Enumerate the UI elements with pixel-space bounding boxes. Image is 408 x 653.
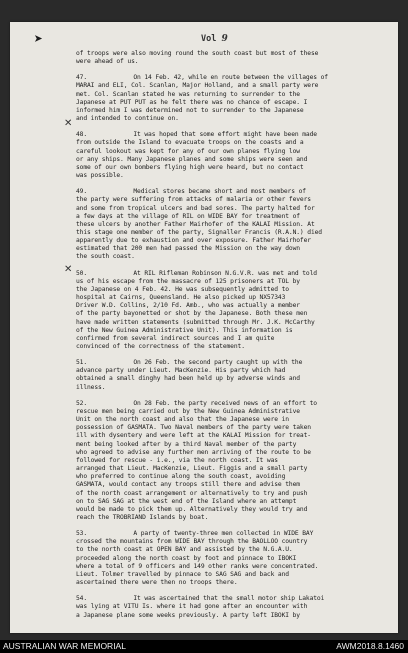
footer-reference: AWM2018.8.1460 [336, 641, 404, 651]
text-line: us of his escape from the massacre of 125 prisoners at TOL by [76, 277, 300, 285]
text-line: Driver W.D. Collins, 2/10 Fd. Amb., who was actually a member [76, 302, 300, 310]
text-line: a few days at the village of RIL on WIDE BAY for treatment of [76, 212, 300, 220]
text-line: possession of GASMATA. Two Naval members of the party were taken [76, 424, 311, 432]
paragraph [76, 188, 376, 261]
paragraph-number: 48. [76, 131, 88, 139]
text-line: or any ships. Many Japanese planes and some ships were seen and [76, 155, 308, 163]
text-line: of troops were also moving round the south coast but most of these [76, 50, 319, 57]
text-line: the party were suffering from attacks of malaria or other fevers [76, 196, 311, 204]
text-line: At RIL Rifleman Robinson N.G.V.R. was met and told [104, 269, 317, 277]
paragraph [76, 595, 376, 619]
text-line: informed him I was determined not to surrender to the Japanese [76, 106, 304, 114]
text-line: proceeded along the north coast by foot and pinnace to IBOKI [76, 554, 297, 562]
document-page [10, 22, 398, 633]
footer-institution: AUSTRALIAN WAR MEMORIAL [3, 641, 126, 651]
text-line: On 28 Feb. the party received news of an effort to [104, 399, 317, 407]
text-line: illness. [76, 383, 106, 391]
text-line: Japanese at PUT PUT as he felt there was no chance of escape. I [76, 98, 308, 106]
paragraph [76, 270, 376, 352]
text-line: rescue men being carried out by the New Guinea Administrative [76, 407, 300, 415]
text-line: arranged that Lieut. MacKenzie, Lieut. Figgis and a small party [76, 465, 308, 473]
text-line: MARAI and ELI, Col. Scanlan, Major Holland, and a small party were [76, 82, 319, 90]
text-line: was lying at VITU Is. where it had gone after an encounter with [76, 603, 308, 611]
text-line: was possible. [76, 172, 124, 180]
text-line: apparently due to exhaustion and over exposure. Father Mairhofer [76, 237, 311, 245]
text-line: reach the TROBRIAND Islands by boat. [76, 513, 209, 521]
paragraph-number: 52. [76, 399, 88, 407]
text-line: this stage one member of the party, Signaller Francis (R.A.N.) died [76, 228, 322, 236]
text-line: hospital at Cairns, Queensland. He also picked up NX57343 [76, 294, 286, 302]
text-line: ill with dysentery and were left at the KALAI Mission for treat- [76, 432, 311, 440]
text-line: of the party bayonetted or shot by the Japanese. Both these men [76, 310, 308, 318]
text-line: ment being looked after by a third Naval member of the party [76, 440, 297, 448]
text-line: of the north coast arrangement or alternatively to try and push [76, 489, 308, 497]
paragraph-number: 53. [76, 530, 88, 538]
paragraph-first-line [76, 359, 376, 367]
text-line: It was ascertained that the small motor ship Lakatoi [104, 595, 325, 603]
text-line: On 26 Feb. the second party caught up with the [104, 359, 303, 367]
text-line: these ulcers by another Father Mairhofer of the KALAI Mission. At [76, 220, 315, 228]
paragraph-number: 50. [76, 269, 88, 277]
text-line: would be made to pick them up. Alternatively they would try and [76, 505, 308, 513]
text-line: Medical stores became short and most members of [104, 188, 306, 196]
paragraph-number: 51. [76, 359, 88, 367]
paragraph [76, 131, 376, 180]
text-line: from outside the Island to evacuate troops on the coasts and a [76, 139, 304, 147]
paragraph-first-line [76, 74, 376, 82]
text-line: were ahead of us. [76, 58, 139, 66]
text-line: where a total of 9 officers and 149 other ranks were concentrated. [76, 562, 319, 570]
text-line: A party of twenty-three men collected in WIDE BAY [104, 530, 314, 538]
text-line: It was hoped that some effort might have been made [104, 131, 317, 139]
text-line: advance party under Lieut. MacKenzie. His party which had [76, 367, 286, 375]
page-number [201, 34, 228, 44]
paragraph-number: 47. [76, 74, 88, 82]
paragraph-first-line [76, 270, 376, 278]
paragraph-first-line [76, 131, 376, 139]
paragraph-first-line [76, 595, 376, 603]
archive-footer [0, 640, 408, 653]
text-line: have made written statements (submitted through Mr. J.K. McCarthy [76, 318, 315, 326]
text-line: and some from tropical ulcers and bad sores. The party halted for [76, 204, 315, 212]
text-line: convinced of the correctness of the statement. [76, 343, 245, 350]
text-line: followed for rescue - i.e., via the north coast. It was [76, 456, 278, 464]
text-line: the Japanese on 4 Feb. 42. He was subsequently admitted to [76, 285, 289, 293]
margin-x-mark: ✕ [64, 118, 73, 129]
paperclip-icon: ➤ [34, 30, 44, 48]
paragraph [76, 400, 376, 522]
paragraph [76, 530, 376, 587]
text-line: estimated that 200 men had passed the Mission on the way down [76, 245, 300, 253]
text-line: of the New Guinea Administrative Unit). This information is [76, 326, 293, 334]
text-line: some of our own bombers flying high were heard, but no contact [76, 163, 304, 171]
text-line: on to SAG SAG at the west end of the Island where an attempt [76, 497, 297, 505]
paragraph [76, 74, 376, 123]
text-line: to the north coast at OPEN BAY and assisted by the N.G.A.U. [76, 546, 293, 554]
paragraph-first-line [76, 400, 376, 408]
text-line: a Japanese plane some weeks previously. A party left IBOKI by [76, 611, 300, 619]
paragraph-first-line [76, 530, 376, 538]
text-line: careful lookout was kept for any of our own planes flying low [76, 147, 300, 155]
text-line: crossed the mountains from WIDE BAY through the BAOLLOO country [76, 538, 308, 546]
document-body [76, 50, 376, 628]
text-line: who preferred to continue along the south coast, avoiding [76, 473, 286, 481]
margin-x-mark: ✕ [64, 264, 73, 275]
text-line: the south coast. [76, 253, 135, 261]
text-line: met. Col. Scanlan stated he was returning to surrender to the [76, 90, 300, 98]
paragraph [76, 359, 376, 392]
page-number-value: 9 [221, 34, 228, 44]
text-line: obtained a small dinghy had been held up by adverse winds and [76, 375, 300, 383]
text-line: confirmed from several indirect sources and I am quite [76, 334, 275, 342]
text-line: and intended to continue on. [76, 115, 179, 123]
text-line: Unit on the north coast and also that the Japanese were in [76, 416, 289, 424]
paragraph-first-line [76, 188, 376, 196]
text-line: Lieut. Tolmer travelled by pinnace to SAG SAG and back and [76, 570, 289, 578]
paragraph-number: 54. [76, 595, 88, 603]
text-line: who agreed to advise any further men arriving of the route to be [76, 448, 311, 456]
text-line: ascertained there were then no troops there. [76, 579, 238, 587]
text-line: GASMATA, would contact any troops still there and advise them [76, 481, 300, 489]
text-line: On 14 Feb. 42, while en route between the villages of [104, 74, 328, 82]
paragraph-number: 49. [76, 188, 88, 196]
intro-lines [76, 50, 376, 66]
page-number-prefix: Vol [201, 34, 217, 44]
